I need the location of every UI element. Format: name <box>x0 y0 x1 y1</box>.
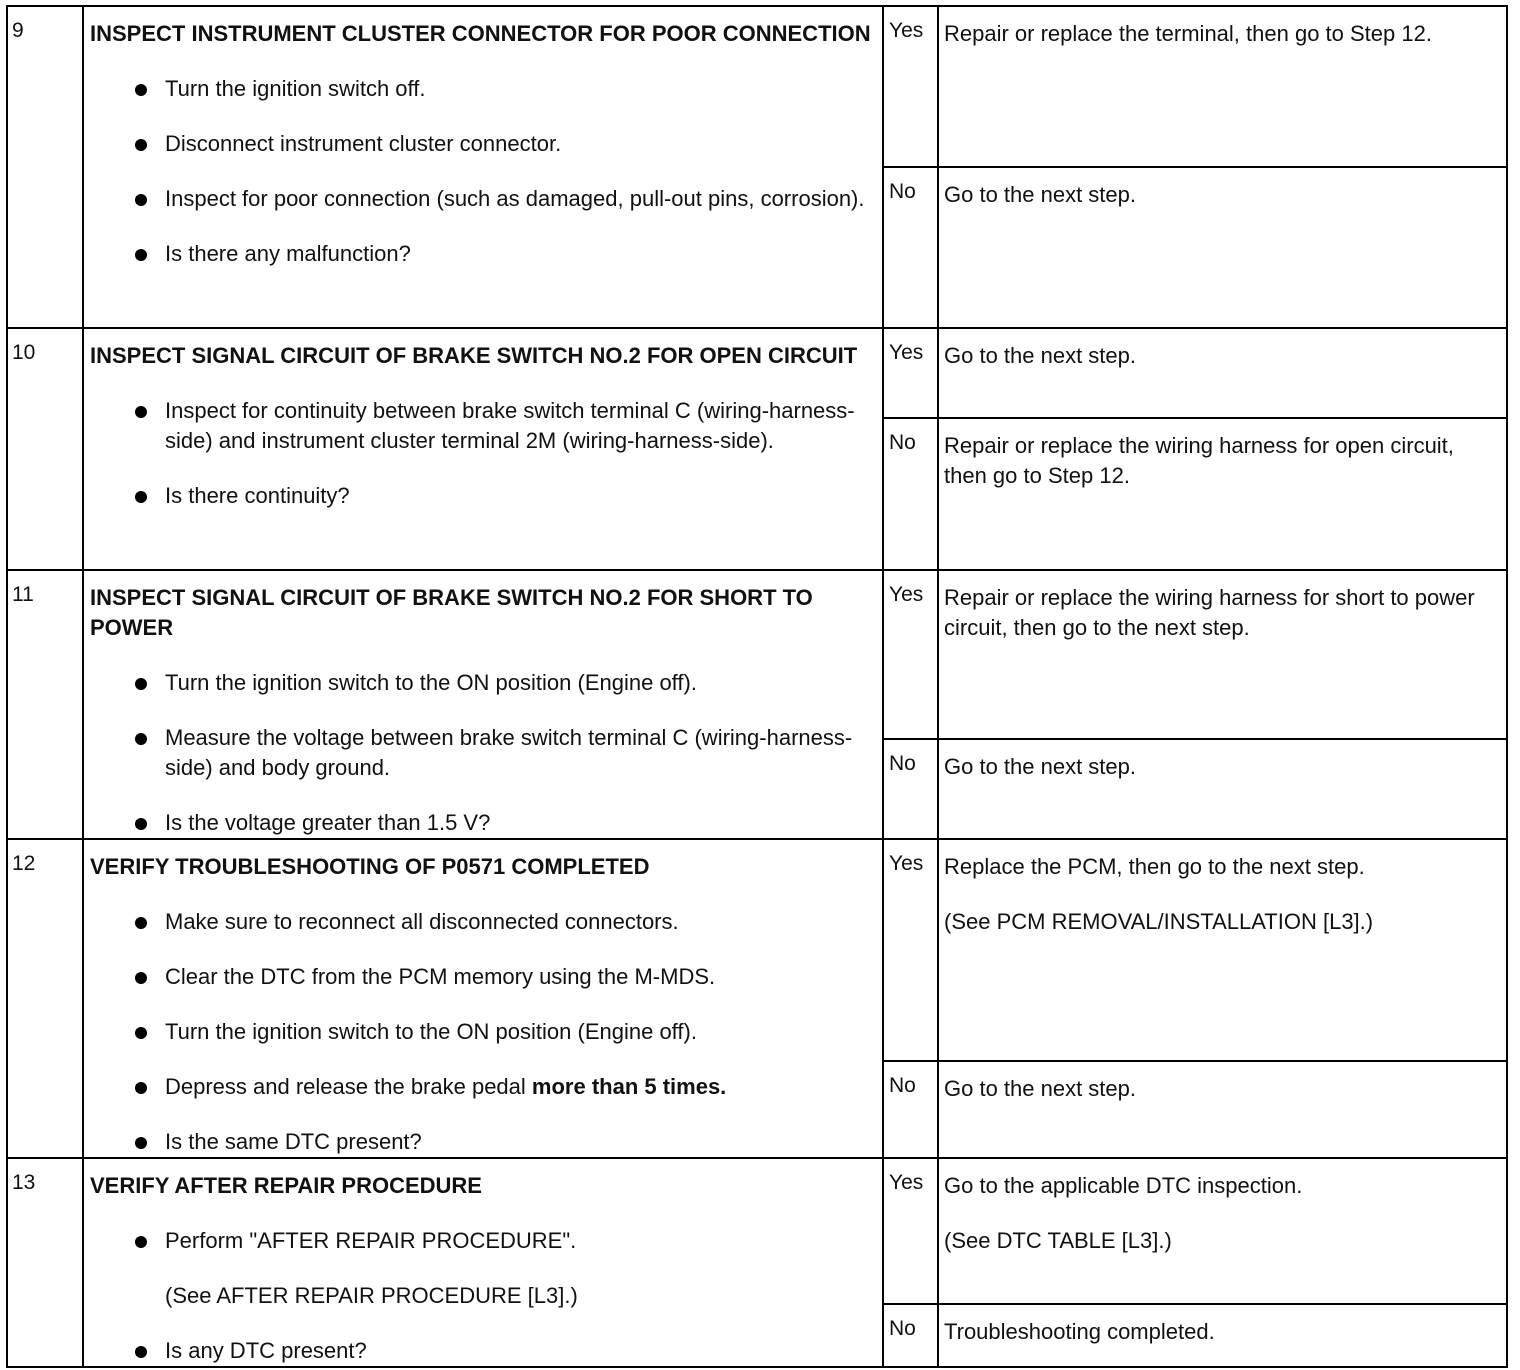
yes-action <box>938 6 1507 167</box>
check-item: Turn the ignition switch to the ON position (Engine off). <box>90 1017 876 1047</box>
no-action <box>938 1061 1507 1158</box>
yes-action <box>938 839 1507 1061</box>
check-item: Is any DTC present? <box>90 1336 876 1366</box>
check-list <box>90 74 876 269</box>
no-action <box>938 418 1507 570</box>
check-list <box>90 907 876 1157</box>
no-label: No <box>883 167 938 328</box>
check-list <box>90 668 876 838</box>
troubleshooting-document <box>6 5 1506 1364</box>
check-list <box>90 1226 876 1256</box>
step-number: 13 <box>7 1158 83 1367</box>
yes-label: Yes <box>883 6 938 167</box>
step-title: INSPECT SIGNAL CIRCUIT OF BRAKE SWITCH NO.2 FOR SHORT TO POWER <box>90 585 813 640</box>
no-action-text: Go to the next step. <box>944 1076 1137 1102</box>
step-title: VERIFY AFTER REPAIR PROCEDURE <box>90 1173 482 1198</box>
yes-label: Yes <box>883 1158 938 1304</box>
no-action-text: Go to the next step. <box>944 753 1137 779</box>
no-label: No <box>883 1304 938 1367</box>
step-number: 10 <box>7 328 83 570</box>
step-number: 9 <box>7 6 83 328</box>
step-number: 12 <box>7 839 83 1158</box>
step-13-yes-row <box>7 1158 1507 1304</box>
check-item: Clear the DTC from the PCM memory using the M-MDS. <box>90 962 876 992</box>
troubleshooting-table <box>6 5 1508 1368</box>
yes-action <box>938 570 1507 739</box>
step-title: INSPECT INSTRUMENT CLUSTER CONNECTOR FOR POOR CONNECTION <box>90 21 871 46</box>
yes-label: Yes <box>883 839 938 1061</box>
check-item: Is the same DTC present? <box>90 1127 876 1157</box>
step-9-yes-row <box>7 6 1507 167</box>
no-action <box>938 1304 1507 1367</box>
check-item: Is there continuity? <box>90 481 876 511</box>
check-item-text: Depress and release the brake pedal <box>165 1074 532 1099</box>
step-title: INSPECT SIGNAL CIRCUIT OF BRAKE SWITCH NO.2 FOR OPEN CIRCUIT <box>90 343 858 368</box>
check-item: Make sure to reconnect all disconnected connectors. <box>90 907 876 937</box>
step-10-yes-row <box>7 328 1507 418</box>
yes-action-text: Repair or replace the wiring harness for short to power circuit, then go to the next step. <box>944 585 1475 640</box>
check-list <box>90 396 876 511</box>
no-action <box>938 739 1507 839</box>
yes-action-text: Go to the next step. <box>944 343 1137 368</box>
step-procedure <box>83 328 883 570</box>
yes-action-text: Repair or replace the terminal, then go to Step 12. <box>944 21 1432 46</box>
step-procedure <box>83 1158 883 1367</box>
check-item: Is there any malfunction? <box>90 239 876 269</box>
step-number: 11 <box>7 570 83 839</box>
check-item: Is the voltage greater than 1.5 V? <box>90 808 876 838</box>
yes-action-reference: (See DTC TABLE [L3].) <box>944 1228 1172 1253</box>
step-12-yes-row <box>7 839 1507 1061</box>
step-procedure <box>83 839 883 1158</box>
yes-label: Yes <box>883 570 938 739</box>
check-item <box>90 1072 876 1102</box>
check-item: Turn the ignition switch off. <box>90 74 876 104</box>
yes-label: Yes <box>883 328 938 418</box>
no-action-text: Repair or replace the wiring harness for open circuit, then go to Step 12. <box>944 433 1454 488</box>
step-procedure <box>83 6 883 328</box>
yes-action-text: Go to the applicable DTC inspection. <box>944 1173 1303 1198</box>
yes-action <box>938 328 1507 418</box>
yes-action <box>938 1158 1507 1304</box>
no-label: No <box>883 418 938 570</box>
check-item: Inspect for continuity between brake switch terminal C (wiring-harness-side) and instrument cluster terminal 2M (wiring-harness-side). <box>90 396 876 456</box>
step-11-yes-row <box>7 570 1507 739</box>
step-title: VERIFY TROUBLESHOOTING OF P0571 COMPLETED <box>90 854 650 879</box>
check-item-emphasis: more than 5 times. <box>531 1074 727 1099</box>
no-label: No <box>883 739 938 839</box>
check-item: Inspect for poor connection (such as damaged, pull-out pins, corrosion). <box>90 184 876 214</box>
check-item: Turn the ignition switch to the ON position (Engine off). <box>90 668 876 698</box>
no-label: No <box>883 1061 938 1158</box>
check-item: Perform "AFTER REPAIR PROCEDURE". <box>90 1226 876 1256</box>
yes-action-reference: (See PCM REMOVAL/INSTALLATION [L3].) <box>944 909 1374 934</box>
no-action <box>938 167 1507 328</box>
no-action-text: Go to the next step. <box>944 182 1137 207</box>
step-procedure <box>83 570 883 839</box>
no-action-text: Troubleshooting completed. <box>944 1319 1215 1345</box>
check-item-reference: (See AFTER REPAIR PROCEDURE [L3].) <box>165 1283 578 1308</box>
yes-action-text: Replace the PCM, then go to the next step. <box>944 854 1365 879</box>
check-item: Disconnect instrument cluster connector. <box>90 129 876 159</box>
check-list <box>90 1336 876 1366</box>
check-item: Measure the voltage between brake switch terminal C (wiring-harness-side) and body ground. <box>90 723 876 783</box>
